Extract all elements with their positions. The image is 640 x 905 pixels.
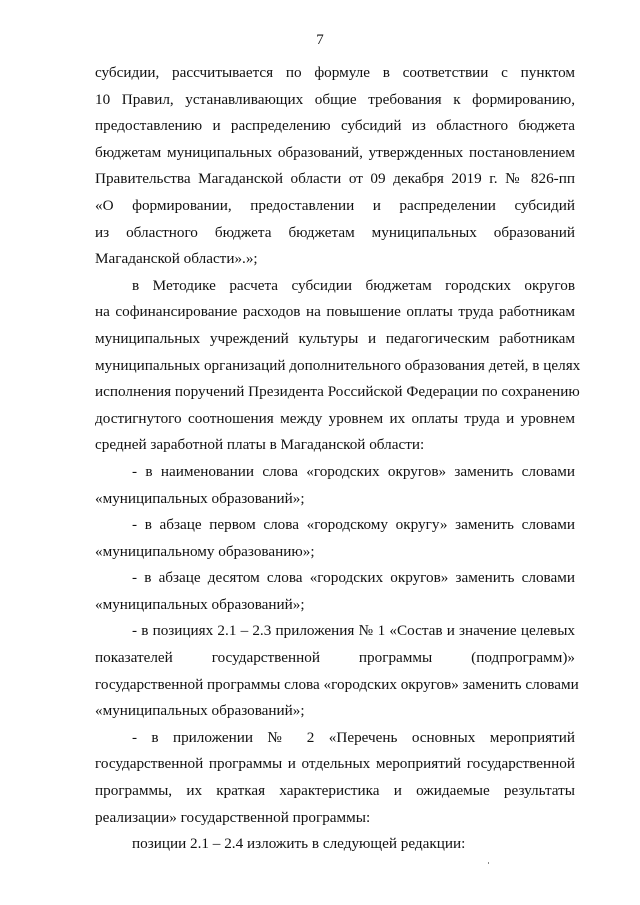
- paragraph-amend-appendix-2: [95, 725, 575, 831]
- paragraph-positions-new-edition: [95, 831, 575, 858]
- text-line: показателей государственной программы (подпрограмм)»: [95, 649, 575, 667]
- text-line: «муниципальных образований»;: [95, 595, 305, 613]
- text-line: на софинансирование расходов на повышение оплаты труда работникам: [95, 303, 575, 321]
- text-line: - в наименовании слова «городских округов» заменить словами: [132, 462, 575, 480]
- paragraph-amend-title: [95, 459, 575, 512]
- text-line: бюджетам муниципальных образований, утвержденных постановлением: [95, 143, 575, 161]
- paragraph-amend-appendix-1: [95, 618, 579, 724]
- text-line: программы, их краткая характеристика и ожидаемые результаты: [95, 782, 575, 800]
- text-line: - в абзаце первом слова «городскому округу» заменить словами: [132, 516, 575, 534]
- text-line: «муниципальных образований»;: [95, 702, 305, 720]
- page-number: 7: [316, 32, 324, 48]
- paragraph-amend-first-clause: [95, 512, 575, 565]
- text-line: средней заработной платы в Магаданской области:: [95, 436, 425, 454]
- text-line: государственной программы слова «городских округов» заменить словами: [95, 675, 579, 693]
- text-line: государственной программы и отдельных мероприятий государственной: [95, 755, 575, 773]
- text-line: Правительства Магаданской области от 09 декабря 2019 г. № 826-пп: [95, 170, 575, 188]
- text-line: в Методике расчета субсидии бюджетам городских округов: [132, 276, 575, 294]
- paragraph-amend-tenth-clause: [95, 565, 575, 618]
- text-line: реализации» государственной программы:: [95, 808, 371, 826]
- text-line: субсидии, рассчитывается по формуле в соответствии с пунктом: [95, 64, 575, 81]
- text-line: - в абзаце десятом слова «городских округов» заменить словами: [132, 569, 575, 587]
- text-line: «О формировании, предоставлении и распределении субсидий: [95, 196, 575, 214]
- text-line: позиции 2.1 – 2.4 изложить в следующей редакции:: [132, 835, 466, 853]
- text-line: муниципальных учреждений культуры и педагогическим работникам: [95, 329, 575, 347]
- text-line: исполнения поручений Президента Российской Федерации по сохранению: [95, 383, 580, 401]
- text-line: муниципальных организаций дополнительного образования детей, в целях: [95, 356, 581, 374]
- text-line: - в приложении № 2 «Перечень основных мероприятий: [132, 728, 575, 746]
- text-line: «муниципальному образованию»;: [95, 542, 315, 560]
- text-line: 10 Правил, устанавливающих общие требования к формированию,: [95, 90, 575, 108]
- text-line: Магаданской области».»;: [95, 250, 258, 268]
- paragraph-subsidy-formula: [95, 60, 575, 273]
- text-line: - в позициях 2.1 – 2.3 приложения № 1 «Состав и значение целевых: [132, 622, 575, 640]
- text-line: достигнутого соотношения между уровнем их оплаты труда и уровнем: [95, 409, 575, 427]
- text-line: предоставлению и распределению субсидий из областного бюджета: [95, 117, 575, 135]
- scan-speck: [488, 862, 489, 864]
- document-body: [95, 60, 581, 858]
- paragraph-methodology: [95, 273, 581, 459]
- text-line: из областного бюджета бюджетам муниципальных образований: [95, 223, 575, 241]
- text-line: «муниципальных образований»;: [95, 489, 305, 507]
